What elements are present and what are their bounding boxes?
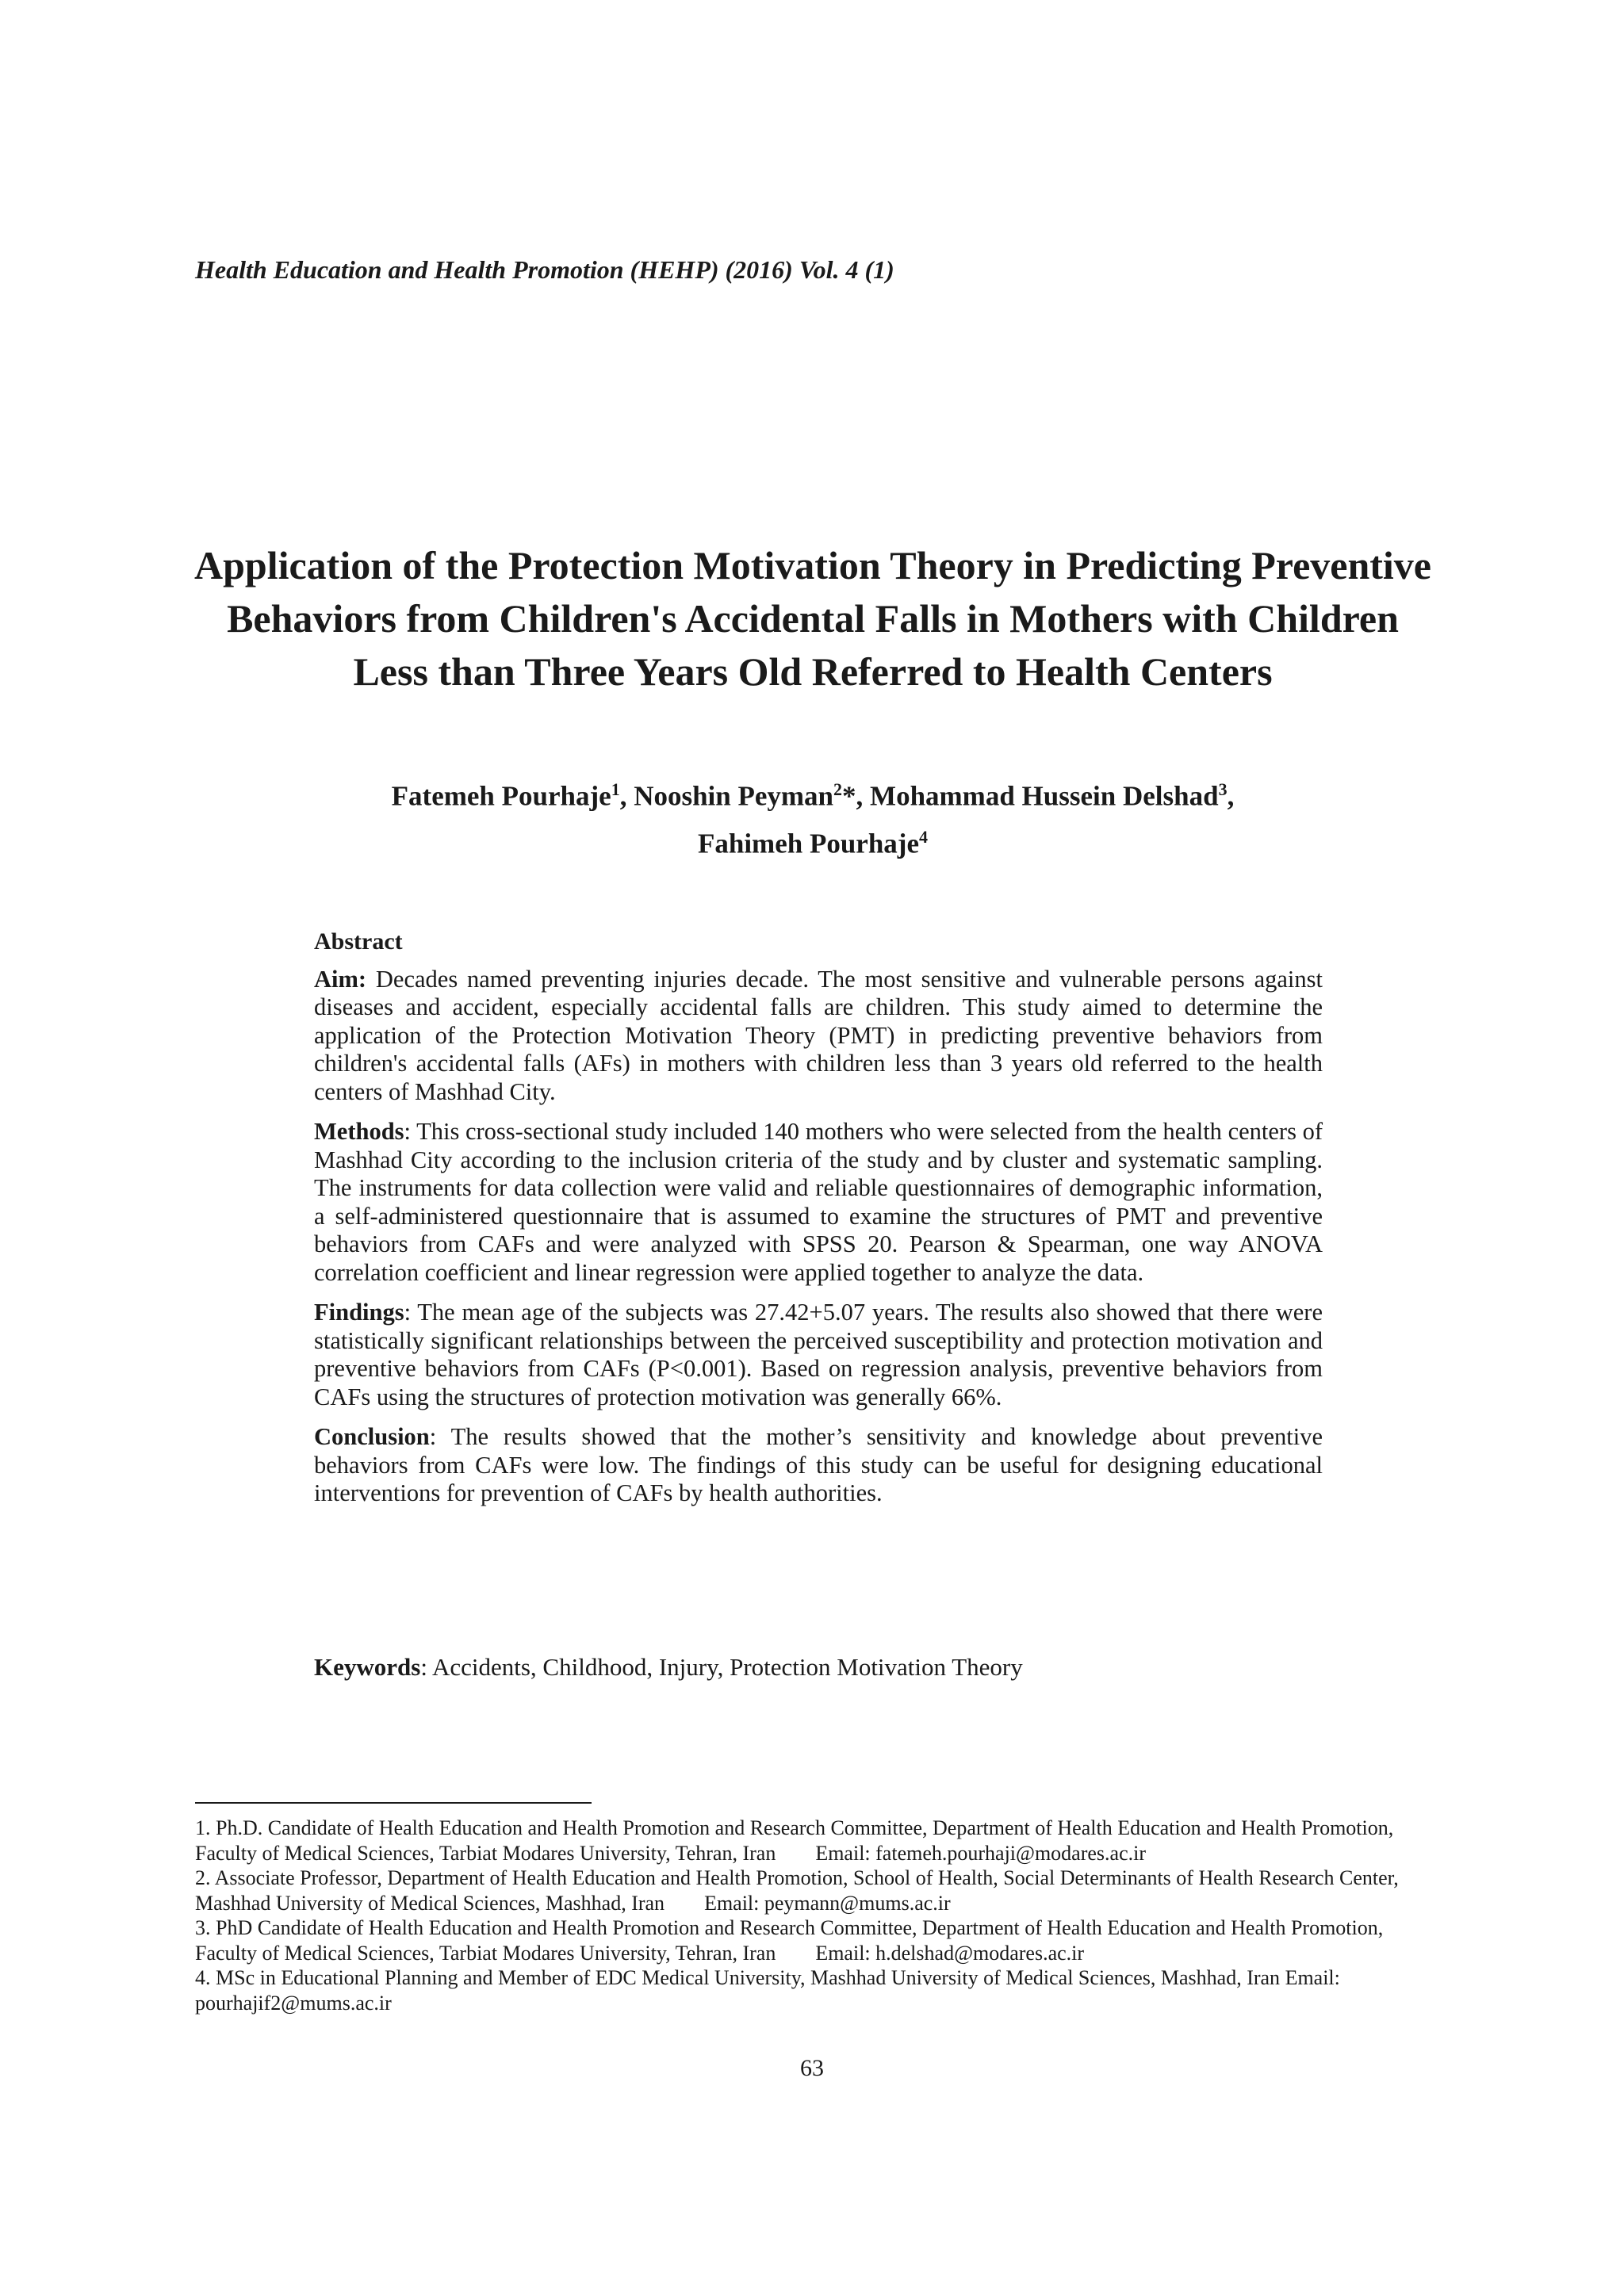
footnote-text: 2. Associate Professor, Department of Health Education and Health Promotion, School of Health, Social Determinants of Health Research Center, Mashhad University of Medical Sciences, Mashhad, Iran bbox=[195, 1866, 1399, 1915]
methods-text: : This cross-sectional study included 140 mothers who were selected from the health centers of Mashhad City according to the inclusion criteria of the study and by cluster and systematic sampling. The instruments for data collection were valid and reliable questionnaires of demographic information, a self-administered questionnaire that is assumed to examine the structures of PMT and preventive behaviors from CAFs and were analyzed with SPSS 20. Pearson & Spearman, one way ANOVA correlation coefficient and linear regression were applied together to analyze the data. bbox=[314, 1118, 1323, 1286]
findings-text: : The mean age of the subjects was 27.42+5.07 years. The results also showed that there were statistically significant relationships between the perceived susceptibility and protection motivation and preventive behaviors from CAFs (P<0.001). Based on regression analysis, preventive behaviors from CAFs using the structures of protection motivation was generally 66%. bbox=[314, 1299, 1323, 1410]
abstract-heading: Abstract bbox=[314, 928, 403, 955]
author-affiliation-number: 1 bbox=[611, 779, 620, 799]
conclusion-text: : The results showed that the mother’s sensitivity and knowledge about preventive behaviors from CAFs were low. The findings of this study can be useful for designing educational interventions for prevention of CAFs by health authorities. bbox=[314, 1423, 1323, 1506]
author-name: Nooshin Peyman bbox=[634, 780, 834, 812]
author-affiliation-number: 4 bbox=[919, 826, 928, 847]
keywords-text: : Accidents, Childhood, Injury, Protection Motivation Theory bbox=[420, 1653, 1023, 1681]
author-separator: , bbox=[619, 780, 634, 812]
author-separator: , bbox=[1227, 780, 1235, 812]
footnote-text: 3. PhD Candidate of Health Education and Health Promotion and Research Committee, Department of Health Education and Health Promotion, Faculty of Medical Sciences, Tarbiat Modares University, Tehran, Iran bbox=[195, 1916, 1384, 1965]
footnote-email: Email: fatemeh.pourhaji@modares.ac.ir bbox=[815, 1841, 1147, 1865]
findings-label: Findings bbox=[314, 1299, 404, 1326]
author-name: Fahimeh Pourhaje bbox=[697, 828, 919, 859]
author-separator: *, bbox=[842, 780, 871, 812]
keywords-label: Keywords bbox=[314, 1653, 421, 1681]
aim-text: Decades named preventing injuries decade. The most sensitive and vulnerable persons against diseases and accident, especially accidental falls are children. This study aimed to determine the application of the Protection Motivation Theory (PMT) in predicting preventive behaviors from children's accidental falls (AFs) in mothers with children less than 3 years old referred to the health centers of Mashhad City. bbox=[314, 965, 1323, 1105]
author-affiliation-number: 3 bbox=[1218, 779, 1228, 799]
author-name: Fatemeh Pourhaje bbox=[391, 780, 611, 812]
author-list bbox=[190, 769, 1435, 863]
methods-label: Methods bbox=[314, 1118, 404, 1145]
abstract bbox=[314, 928, 1323, 1520]
footnote-email: Email: h.delshad@modares.ac.ir bbox=[815, 1941, 1085, 1965]
footnote-text: 4. MSc in Educational Planning and Member of EDC Medical University, Mashhad University of Medical Sciences, Mashhad, Iran bbox=[195, 1966, 1281, 1989]
journal-header: Health Education and Health Promotion (HEHP) (2016) Vol. 4 (1) bbox=[195, 255, 894, 284]
footnote-divider bbox=[195, 1802, 592, 1804]
footnote-email: Email: pourhajif2@mums.ac.ir bbox=[195, 1966, 1340, 2015]
footnotes bbox=[195, 1816, 1444, 2015]
footnote bbox=[195, 1965, 1444, 2015]
footnote bbox=[195, 1866, 1444, 1915]
footnote-email: Email: peymann@mums.ac.ir bbox=[704, 1891, 951, 1915]
conclusion-label: Conclusion bbox=[314, 1423, 430, 1450]
page-number: 63 bbox=[800, 2055, 824, 2081]
abstract-methods bbox=[314, 1118, 1323, 1287]
abstract-conclusion bbox=[314, 1423, 1323, 1508]
footnote-text: 1. Ph.D. Candidate of Health Education and Health Promotion and Research Committee, Department of Health Education and Health Promotion, Faculty of Medical Sciences, Tarbiat Modares University, Tehran, Iran bbox=[195, 1816, 1394, 1865]
keywords bbox=[314, 1653, 1345, 1682]
abstract-aim bbox=[314, 966, 1323, 1107]
footnote bbox=[195, 1816, 1444, 1866]
aim-label: Aim: bbox=[314, 965, 367, 993]
footnote bbox=[195, 1915, 1444, 1965]
author-affiliation-number: 2 bbox=[833, 779, 843, 799]
abstract-findings bbox=[314, 1299, 1323, 1411]
paper-title: Application of the Protection Motivation Theory in Predicting Preventive Behaviors from Children's Accidental Falls in Mothers with Children Less than Three Years Old Referred to Health Centers bbox=[193, 543, 1431, 694]
author-name: Mohammad Hussein Delshad bbox=[870, 780, 1219, 812]
